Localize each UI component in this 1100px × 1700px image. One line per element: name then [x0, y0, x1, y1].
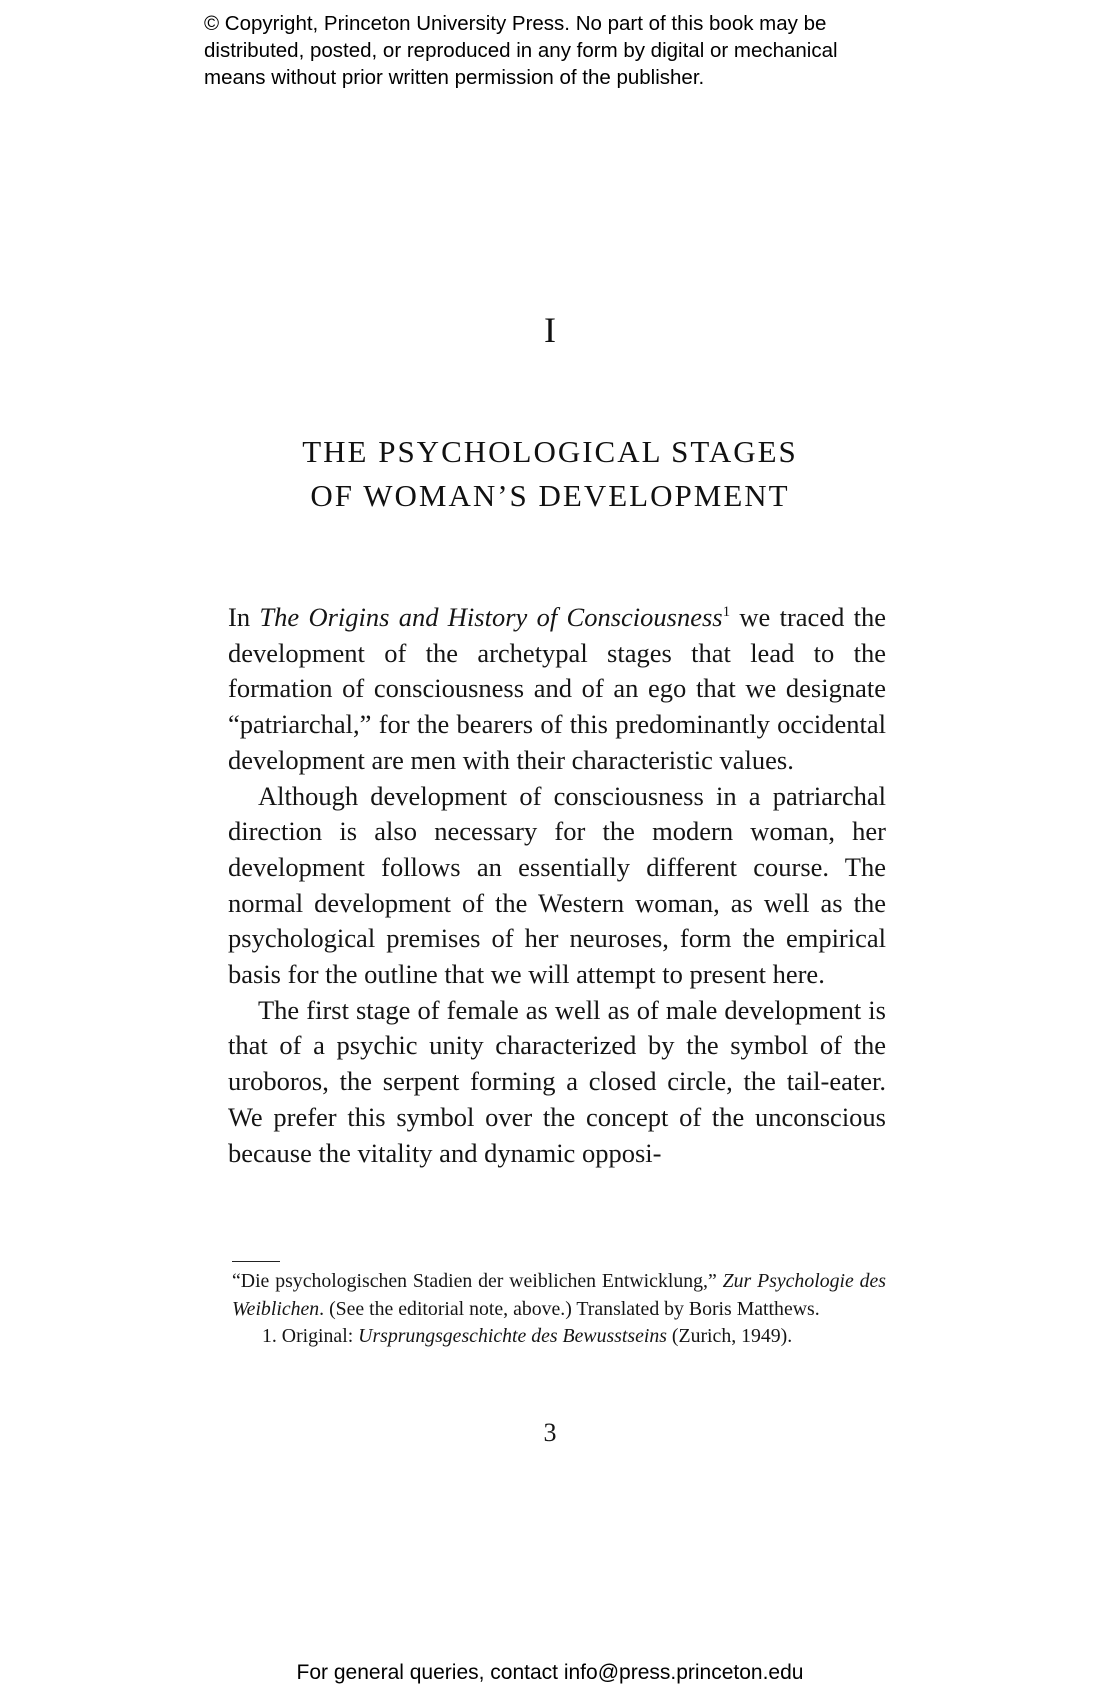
copyright-notice	[204, 10, 924, 91]
footnote-1	[232, 1323, 886, 1351]
footnote-work-title: Zur Psychologie des Weiblichen	[232, 1270, 887, 1320]
copyright-line: distributed, posted, or reproduced in any form by digital or mechanical	[204, 39, 838, 62]
footnotes	[232, 1268, 886, 1351]
footnote-divider	[232, 1261, 280, 1262]
book-title: The Origins and History of Consciousness	[259, 602, 723, 632]
footnote-text: . (See the editorial note, above.) Translated by Boris Matthews.	[319, 1297, 820, 1320]
chapter-title-line: THE PSYCHOLOGICAL STAGES	[302, 434, 798, 469]
footnote-label: 1. Original:	[262, 1325, 359, 1347]
footnote-work-title: Ursprungsgeschichte des Bewusstseins	[358, 1325, 667, 1347]
body-text	[228, 600, 886, 1171]
page-number: 3	[543, 1418, 557, 1447]
chapter-title	[0, 430, 1100, 518]
paragraph-lead: In	[228, 602, 260, 632]
paragraph	[228, 600, 886, 779]
paragraph: The first stage of female as well as of male development is that of a psychic unity characterized by the symbol of the uroboros, the serpent forming a closed circle, the tail-eater. We prefer this symbol over the concept of the unconscious because the vitality and dynamic opposi-	[228, 994, 886, 1168]
footnote-reference[interactable]: 1	[722, 604, 731, 621]
copyright-line: means without prior written permission of the publisher.	[204, 66, 705, 89]
paragraph: Although development of consciousness in a patriarchal direction is also necessary for the modern woman, her development follows an essentially different course. The normal development of the Western woman, as well as the psychological premises of her neuroses, form the empirical basis for the outline that we will attempt to present here.	[228, 780, 886, 990]
footnote-text: (Zurich, 1949).	[666, 1325, 793, 1347]
footnote-text: “Die psychologischen Stadien der weiblichen Entwicklung,”	[232, 1270, 723, 1292]
contact-footer: For general queries, contact info@press.princeton.edu	[296, 1661, 804, 1684]
copyright-line: © Copyright, Princeton University Press. No part of this book may be	[204, 12, 827, 35]
chapter-number: I	[544, 310, 556, 350]
chapter-title-line: OF WOMAN’S DEVELOPMENT	[310, 478, 790, 513]
paragraph-text: we traced the development of the archetypal stages that lead to the formation of consciousness and of an ego that we designate “patriarchal,” for the bearers of this predominantly occidental development are men with their characteristic values.	[228, 602, 887, 775]
footnote-source	[232, 1268, 886, 1323]
